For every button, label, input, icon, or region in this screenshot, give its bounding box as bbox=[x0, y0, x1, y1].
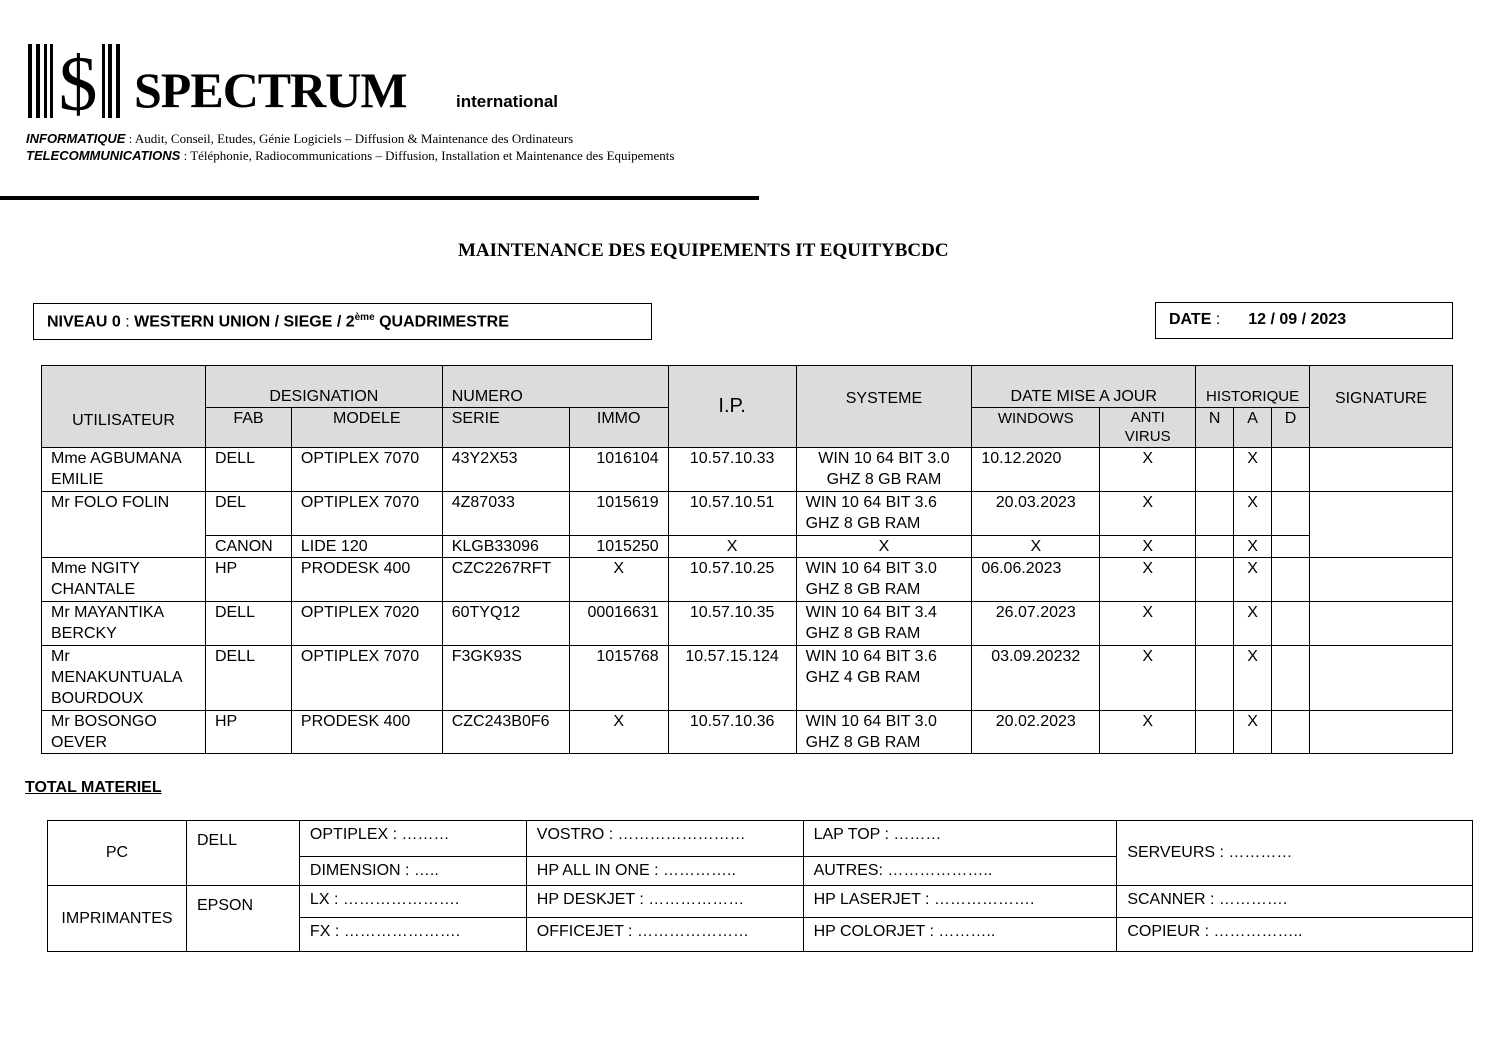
total-hp-colorjet: HP COLORJET : ……….. bbox=[803, 918, 1117, 952]
cell-n bbox=[1196, 448, 1234, 492]
cell-modele: OPTIPLEX 7070 bbox=[291, 646, 442, 711]
total-fx: FX : …………………. bbox=[299, 918, 526, 952]
cell-immo: 1015768 bbox=[569, 646, 668, 711]
cell-modele: OPTIPLEX 7070 bbox=[291, 448, 442, 492]
header-numero: NUMERO bbox=[442, 366, 668, 408]
header-date-mise-a-jour: DATE MISE A JOUR bbox=[972, 366, 1196, 408]
cell-serie: CZC2267RFT bbox=[442, 558, 569, 602]
cell-antivirus: X bbox=[1100, 646, 1196, 711]
cell-ip: 10.57.10.33 bbox=[668, 448, 796, 492]
cell-d bbox=[1272, 602, 1310, 646]
table-row bbox=[42, 558, 1453, 602]
total-optiplex: OPTIPLEX : ……… bbox=[299, 821, 526, 857]
cell-ip: 10.57.10.35 bbox=[668, 602, 796, 646]
cell-fab: DEL bbox=[205, 492, 291, 536]
cell-ip: 10.57.15.124 bbox=[668, 646, 796, 711]
total-materiel-table bbox=[47, 820, 1473, 952]
cell-fab: HP bbox=[205, 558, 291, 602]
cell-n bbox=[1196, 558, 1234, 602]
cell-systeme: WIN 10 64 BIT 3.6 GHZ 8 GB RAM bbox=[796, 492, 972, 536]
date-box: DATE : 12 / 09 / 2023 bbox=[1155, 302, 1453, 339]
cell-serie: 4Z87033 bbox=[442, 492, 569, 536]
cell-windows: 20.02.2023 bbox=[972, 711, 1100, 754]
total-dimension: DIMENSION : ….. bbox=[299, 857, 526, 886]
table-row bbox=[42, 492, 1453, 536]
header-d: D bbox=[1272, 408, 1310, 448]
cell-user: Mr BOSONGO OEVER bbox=[42, 711, 206, 754]
cell-systeme: WIN 10 64 BIT 3.0 GHZ 8 GB RAM bbox=[796, 448, 972, 492]
cell-a: X bbox=[1234, 448, 1272, 492]
cell-ip: 10.57.10.25 bbox=[668, 558, 796, 602]
total-scanner: SCANNER : …………. bbox=[1117, 886, 1473, 918]
niveau-box: NIVEAU 0 : WESTERN UNION / SIEGE / 2ème QUADRIMESTRE bbox=[33, 303, 652, 340]
cell-signature[interactable] bbox=[1310, 646, 1453, 711]
cell-ip: 10.57.10.51 bbox=[668, 492, 796, 536]
header-windows: WINDOWS bbox=[972, 408, 1100, 448]
table-row bbox=[42, 602, 1453, 646]
cell-systeme: X bbox=[796, 536, 972, 558]
cell-systeme: WIN 10 64 BIT 3.0 GHZ 8 GB RAM bbox=[796, 711, 972, 754]
header-antivirus: ANTI VIRUS bbox=[1100, 408, 1196, 448]
cell-a: X bbox=[1234, 711, 1272, 754]
cell-fab: DELL bbox=[205, 646, 291, 711]
total-serveurs: SERVEURS : ………… bbox=[1117, 821, 1473, 886]
cell-windows: X bbox=[972, 536, 1100, 558]
cell-d bbox=[1272, 492, 1310, 536]
cell-fab: DELL bbox=[205, 602, 291, 646]
cell-d bbox=[1272, 536, 1310, 558]
cell-antivirus: X bbox=[1100, 711, 1196, 754]
header-ip: I.P. bbox=[668, 366, 796, 448]
cell-serie: CZC243B0F6 bbox=[442, 711, 569, 754]
cell-ip: X bbox=[668, 536, 796, 558]
brand-name: SPECTRUM bbox=[134, 62, 407, 118]
cell-a: X bbox=[1234, 536, 1272, 558]
cell-immo: 1015250 bbox=[569, 536, 668, 558]
total-autres: AUTRES: ……………….. bbox=[803, 857, 1117, 886]
total-materiel-title: TOTAL MATERIEL bbox=[25, 779, 162, 796]
header-historique: HISTORIQUE bbox=[1196, 366, 1310, 408]
cell-user: Mme AGBUMANA EMILIE bbox=[42, 448, 206, 492]
cell-immo: 00016631 bbox=[569, 602, 668, 646]
cell-n bbox=[1196, 711, 1234, 754]
header-serie: SERIE bbox=[442, 408, 569, 448]
brand-subtitle: international bbox=[456, 92, 559, 111]
total-imprimantes-label: IMPRIMANTES bbox=[48, 886, 187, 952]
cell-signature[interactable] bbox=[1310, 448, 1453, 492]
header-systeme: SYSTEME bbox=[796, 366, 972, 448]
cell-serie: 60TYQ12 bbox=[442, 602, 569, 646]
cell-immo: X bbox=[569, 558, 668, 602]
cell-a: X bbox=[1234, 646, 1272, 711]
header-a: A bbox=[1234, 408, 1272, 448]
table-row bbox=[42, 536, 1453, 558]
cell-modele: PRODESK 400 bbox=[291, 558, 442, 602]
cell-signature[interactable] bbox=[1310, 711, 1453, 754]
cell-signature[interactable] bbox=[1310, 492, 1453, 558]
cell-a: X bbox=[1234, 602, 1272, 646]
cell-d bbox=[1272, 646, 1310, 711]
cell-ip: 10.57.10.36 bbox=[668, 711, 796, 754]
header-designation: DESIGNATION bbox=[205, 366, 442, 408]
tagline-telecom: TELECOMMUNICATIONS : Téléphonie, Radiocommunications – Diffusion, Installation et Maintenance des Equipements bbox=[26, 148, 675, 163]
cell-immo: X bbox=[569, 711, 668, 754]
document-title: MAINTENANCE DES EQUIPEMENTS IT EQUITYBCDC bbox=[458, 240, 949, 261]
cell-systeme: WIN 10 64 BIT 3.4 GHZ 8 GB RAM bbox=[796, 602, 972, 646]
total-dell-label: DELL bbox=[186, 821, 299, 886]
cell-antivirus: X bbox=[1100, 536, 1196, 558]
cell-serie: F3GK93S bbox=[442, 646, 569, 711]
cell-serie: KLGB33096 bbox=[442, 536, 569, 558]
cell-n bbox=[1196, 492, 1234, 536]
cell-n bbox=[1196, 646, 1234, 711]
cell-windows: 03.09.20232 bbox=[972, 646, 1100, 711]
cell-signature[interactable] bbox=[1310, 558, 1453, 602]
total-pc-label: PC bbox=[48, 821, 187, 886]
cell-fab: DELL bbox=[205, 448, 291, 492]
cell-user: Mr MENAKUNTUALA BOURDOUX bbox=[42, 646, 206, 711]
total-epson-label: EPSON bbox=[186, 886, 299, 952]
cell-n bbox=[1196, 536, 1234, 558]
total-officejet: OFFICEJET : ………………… bbox=[526, 918, 803, 952]
cell-immo: 1016104 bbox=[569, 448, 668, 492]
header-n: N bbox=[1196, 408, 1234, 448]
cell-d bbox=[1272, 448, 1310, 492]
cell-antivirus: X bbox=[1100, 492, 1196, 536]
cell-serie: 43Y2X53 bbox=[442, 448, 569, 492]
cell-windows: 06.06.2023 bbox=[972, 558, 1100, 602]
equipment-table bbox=[41, 365, 1453, 754]
cell-antivirus: X bbox=[1100, 558, 1196, 602]
spectrum-logo bbox=[26, 40, 126, 122]
total-laptop: LAP TOP : ……… bbox=[803, 821, 1117, 857]
cell-d bbox=[1272, 711, 1310, 754]
cell-signature[interactable] bbox=[1310, 602, 1453, 646]
table-row bbox=[42, 646, 1453, 711]
cell-antivirus: X bbox=[1100, 448, 1196, 492]
header-fab: FAB bbox=[205, 408, 291, 448]
cell-antivirus: X bbox=[1100, 602, 1196, 646]
header-immo: IMMO bbox=[569, 408, 668, 448]
total-vostro: VOSTRO : …………………… bbox=[526, 821, 803, 857]
total-hp-deskjet: HP DESKJET : ……………… bbox=[526, 886, 803, 918]
cell-fab: HP bbox=[205, 711, 291, 754]
total-hp-all-in-one: HP ALL IN ONE : ………….. bbox=[526, 857, 803, 886]
cell-modele: LIDE 120 bbox=[291, 536, 442, 558]
table-row bbox=[42, 448, 1453, 492]
cell-modele: OPTIPLEX 7070 bbox=[291, 492, 442, 536]
cell-windows: 26.07.2023 bbox=[972, 602, 1100, 646]
cell-a: X bbox=[1234, 492, 1272, 536]
cell-user: Mme NGITY CHANTALE bbox=[42, 558, 206, 602]
cell-a: X bbox=[1234, 558, 1272, 602]
cell-d bbox=[1272, 558, 1310, 602]
tagline-informatique: INFORMATIQUE : Audit, Conseil, Etudes, Génie Logiciels – Diffusion & Maintenance des Ordinateurs bbox=[26, 131, 574, 146]
total-copieur: COPIEUR : …………….. bbox=[1117, 918, 1473, 952]
header-modele: MODELE bbox=[291, 408, 442, 448]
header-rule bbox=[0, 196, 759, 200]
cell-immo: 1015619 bbox=[569, 492, 668, 536]
header-utilisateur: UTILISATEUR bbox=[42, 366, 206, 448]
cell-systeme: WIN 10 64 BIT 3.6 GHZ 4 GB RAM bbox=[796, 646, 972, 711]
total-lx: LX : …………………. bbox=[299, 886, 526, 918]
cell-modele: PRODESK 400 bbox=[291, 711, 442, 754]
cell-windows: 10.12.2020 bbox=[972, 448, 1100, 492]
cell-fab: CANON bbox=[205, 536, 291, 558]
total-hp-laserjet: HP LASERJET : ………………. bbox=[803, 886, 1117, 918]
header-signature: SIGNATURE bbox=[1310, 366, 1453, 448]
cell-modele: OPTIPLEX 7020 bbox=[291, 602, 442, 646]
cell-systeme: WIN 10 64 BIT 3.0 GHZ 8 GB RAM bbox=[796, 558, 972, 602]
table-row bbox=[42, 711, 1453, 754]
svg-text:$: $ bbox=[58, 40, 98, 122]
cell-n bbox=[1196, 602, 1234, 646]
cell-user: Mr MAYANTIKA BERCKY bbox=[42, 602, 206, 646]
cell-windows: 20.03.2023 bbox=[972, 492, 1100, 536]
cell-user: Mr FOLO FOLIN bbox=[42, 492, 206, 558]
